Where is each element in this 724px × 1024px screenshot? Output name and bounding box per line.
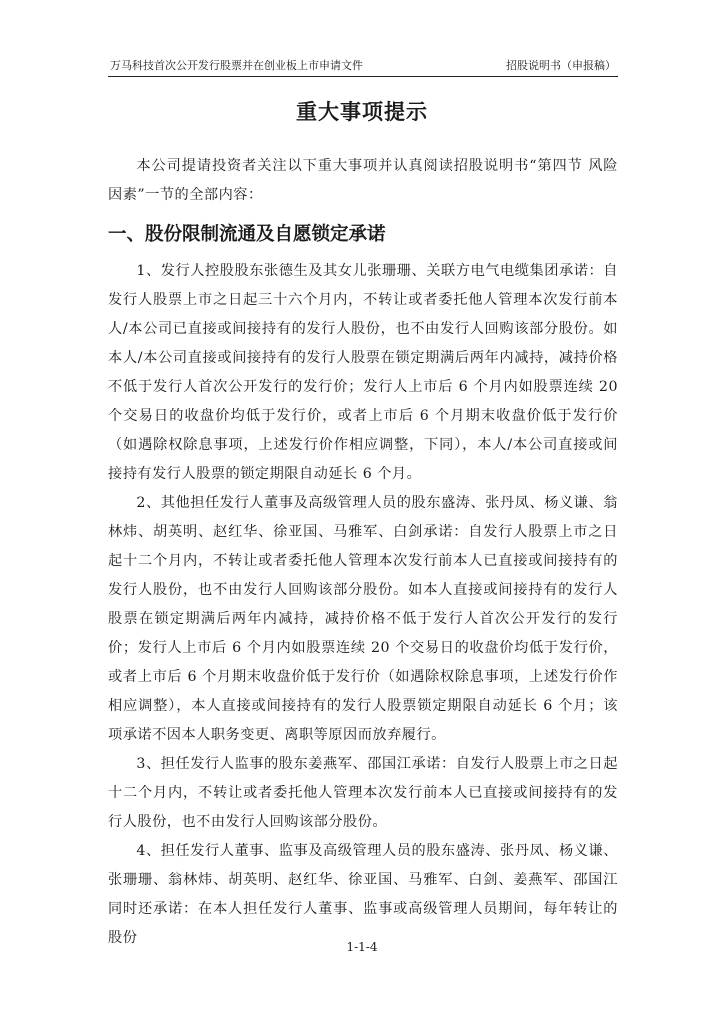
header-document-title: 万马科技首次公开发行股票并在创业板上市申请文件 — [110, 59, 363, 72]
header-document-type: 招股说明书（申报稿） — [506, 59, 616, 72]
commitment-paragraph-2: 2、其他担任发行人董事及高级管理人员的股东盛涛、张丹凤、杨义谦、翁林炜、胡英明、赵红华、徐亚国、马雅军、白剑承诺：自发行人股票上市之日起十二个月内，不转让或者委托他人管理本次发行前本人已直接或间接持有的发行人股份，也不由发行人回购该部分股份。如本人直接或间接持有的发行人股票在锁定期满后两年内减持，减持价格不低于发行人首次公开发行的发行价；发行人上市后 6 个月内如股票连续 20 个交易日的收盘价均低于发行价，或者上市后 6 个月期末收盘价低于发行价（如遇除权除息事项，上述发行价作相应调整），本人直接或间接持有的发行人股票锁定期限自动延长 6 个月；该项承诺不因本人职务变更、离职等原因而放弃履行。 — [108, 495, 618, 743]
section-heading: 一、股份限制流通及自愿锁定承诺 — [108, 224, 386, 245]
page-title: 重大事项提示 — [296, 100, 428, 124]
page-number: 1-1-4 — [346, 940, 378, 954]
page-header — [108, 56, 618, 77]
document-body — [108, 152, 618, 953]
intro-paragraph: 本公司提请投资者关注以下重大事项并认真阅读招股说明书“第四节 风险因素”一节的全部内容： — [108, 158, 618, 203]
commitment-paragraph-3: 3、担任发行人监事的股东姜燕军、邵国江承诺：自发行人股票上市之日起十二个月内，不转让或者委托他人管理本次发行前本人已直接或间接持有的发行人股份，也不由发行人回购该部分股份。 — [108, 756, 618, 830]
commitment-paragraph-1: 1、发行人控股股东张德生及其女儿张珊珊、关联方电气电缆集团承诺：自发行人股票上市之日起三十六个月内，不转让或者委托他人管理本次发行前本人/本公司已直接或间接持有的发行人股份，也不由发行人回购该部分股份。如本人/本公司直接或间接持有的发行人股票在锁定期满后两年内减持，减持价格不低于发行人首次公开发行的发行价；发行人上市后 6 个月内如股票连续 20 个交易日的收盘价均低于发行价，或者上市后 6 个月期末收盘价低于发行价（如遇除权除息事项，上述发行价作相应调整，下同），本人/本公司直接或间接持有发行人股票的锁定期限自动延长 6 个月。 — [108, 263, 618, 482]
commitment-paragraph-4: 4、担任发行人董事、监事及高级管理人员的股东盛涛、张丹凤、杨义谦、张珊珊、翁林炜、胡英明、赵红华、徐亚国、马雅军、白剑、姜燕军、邵国江同时还承诺：在本人担任发行人董事、监事或高级管理人员期间，每年转让的股份 — [108, 843, 618, 946]
